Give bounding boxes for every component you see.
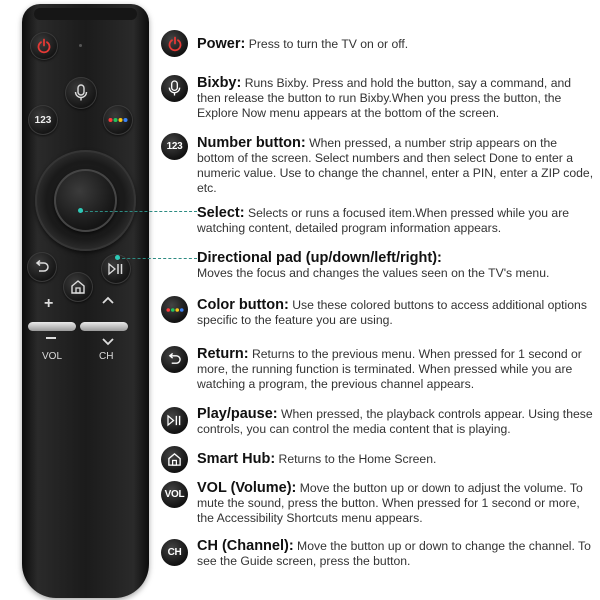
dpad-pointer-dot [115,255,120,260]
description-text: Runs Bixby. Press and hold the button, say a command, and then release the button to run Bixby.When you press the button, the Explore Now menu appears at the bottom of the screen. [197,76,572,120]
return-icon [161,346,188,373]
description-title: Bixby: [197,75,242,91]
description-number-button [197,136,595,196]
power-icon [36,38,52,54]
remote-select-button[interactable] [54,169,117,232]
chevron-up-icon [102,296,114,304]
description-title: Return: [197,346,249,362]
remote-return-button[interactable] [27,252,57,282]
description-text: Moves the focus and changes the values seen on the TV's menu. [197,266,550,280]
remote-top-cap [34,8,137,20]
description-text: Returns to the previous menu. When pressed for 1 second or more, the running function is terminated. When pressed while you are watching a program, the previous channel appears. [197,347,582,391]
description-title: Number button: [197,135,306,151]
remote-mic-button[interactable] [65,77,97,109]
select-pointer-line [80,211,197,212]
play-pause-icon [108,262,124,276]
description-text: Returns to the Home Screen. [275,452,437,466]
description-text: When pressed, a number strip appears on the bottom of the screen. Select numbers and then select Done to enter a numeric value. Use to change the channel, enter a PIN, enter a ZIP code, etc. [197,136,594,195]
color-dots-icon [108,117,128,123]
remote-color-button[interactable] [103,105,133,135]
description-title: Select: [197,205,245,221]
description-text: Use these colored buttons to access additional options specific to the feature you are using. [197,298,587,327]
remote-home-button[interactable] [63,272,93,302]
volume-label: VOL [42,351,63,362]
chevron-down-icon [102,338,114,346]
volume-rocker[interactable] [28,322,76,331]
description-return [197,347,595,392]
ch-icon: CH [161,539,188,566]
mic-icon [161,75,188,102]
description-color-button [197,298,595,328]
channel-label: CH [99,351,114,362]
description-title: VOL (Volume): [197,480,297,496]
description-text: When pressed, the playback controls appear. Using these controls, you can control the media content that is playing. [197,407,593,436]
volume-minus-label [46,337,56,339]
home-icon [70,279,86,295]
description-title: Smart Hub: [197,451,276,467]
mic-icon [73,84,89,102]
remote-power-button[interactable] [30,32,58,60]
volume-plus-label: + [44,295,54,312]
description-text: Move the button up or down to adjust the volume. To mute the sound, press the button. When pressed for 1 second or more, the Accessibility Shortcuts menu appears. [197,481,583,525]
vol-icon: VOL [161,481,188,508]
remote-led [79,44,82,47]
remote-control [22,4,149,598]
play-pause-icon [161,407,188,434]
description-text: Press to turn the TV on or off. [245,37,409,51]
dpad-pointer-line [117,258,197,259]
description-title: Play/pause: [197,406,278,422]
description-play-pause [197,407,595,437]
power-icon [161,30,188,57]
description-volume [197,481,595,526]
description-select [197,206,595,236]
select-pointer-dot [78,208,83,213]
description-directional-pad [197,251,595,281]
description-title: Directional pad (up/down/left/right): [197,250,442,266]
number-icon: 123 [161,133,188,160]
color-dots-icon [161,296,188,323]
description-text: Move the button up or down to change the channel. To see the Guide screen, press the button. [197,539,591,568]
return-icon [34,260,50,274]
description-smart-hub [197,452,595,467]
remote-123-button[interactable]: 123 [28,105,58,135]
description-channel [197,539,595,569]
description-title: CH (Channel): [197,538,294,554]
description-title: Power: [197,36,246,52]
home-icon [161,446,188,473]
description-text: Selects or runs a focused item.When pressed while you are watching content, detailed program information appears. [197,206,570,235]
description-bixby [197,76,595,121]
channel-rocker[interactable] [80,322,128,331]
description-power [197,37,595,52]
description-title: Color button: [197,297,289,313]
